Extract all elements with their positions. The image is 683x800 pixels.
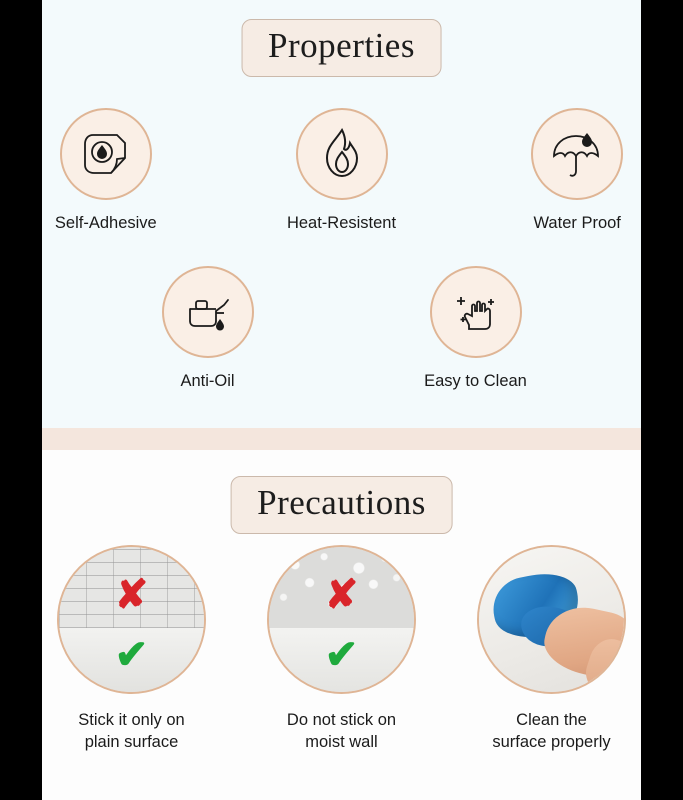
precaution-label-line2: plain surface — [84, 733, 179, 751]
property-item-anti-oil — [133, 266, 283, 391]
cross-mark-icon: ✘ — [324, 573, 359, 617]
moist-wall-photo — [267, 545, 416, 694]
section-divider-band — [42, 428, 641, 450]
brick-wall-photo — [57, 545, 206, 694]
precaution-label-line2: surface properly — [492, 733, 611, 751]
content-sheet — [42, 0, 641, 800]
properties-heading-plaque — [241, 19, 442, 77]
precaution-label — [78, 709, 184, 753]
property-label: Easy to Clean — [424, 372, 527, 390]
property-item-heat-resistent — [278, 108, 406, 233]
property-label: Anti-Oil — [180, 372, 235, 390]
precaution-label-line2: moist wall — [305, 733, 378, 751]
precautions-heading-text: Precautions — [257, 483, 426, 522]
property-item-easy-to-clean — [401, 266, 551, 391]
precaution-label — [492, 709, 610, 753]
precautions-heading-plaque — [230, 476, 453, 534]
cross-mark-icon: ✘ — [114, 573, 149, 617]
precaution-label-line1: Do not stick on — [286, 711, 397, 729]
property-label: Self-Adhesive — [54, 214, 157, 232]
oil-can-icon — [162, 266, 254, 358]
check-mark-icon: ✔ — [324, 633, 359, 677]
property-label: Water Proof — [533, 214, 621, 232]
properties-section — [42, 0, 641, 428]
precaution-label-line1: Stick it only on — [78, 711, 185, 729]
properties-heading-text: Properties — [268, 26, 415, 65]
adhesive-peel-icon — [60, 108, 152, 200]
precaution-item-moist-wall — [264, 545, 419, 753]
cleaning-hand-icon — [430, 266, 522, 358]
precautions-row — [42, 545, 641, 753]
hand-wiping-wall-photo — [477, 545, 626, 694]
precaution-label-line1: Clean the — [516, 711, 587, 729]
property-label: Heat-Resistent — [286, 214, 397, 232]
precaution-item-plain-surface — [54, 545, 209, 753]
property-item-self-adhesive — [42, 108, 170, 233]
property-item-water-proof — [513, 108, 641, 233]
precaution-label — [287, 709, 396, 753]
flame-icon — [296, 108, 388, 200]
umbrella-water-drop-icon — [531, 108, 623, 200]
check-mark-icon: ✔ — [114, 633, 149, 677]
properties-row-2 — [42, 266, 641, 391]
precaution-item-clean-surface — [474, 545, 629, 753]
properties-row-1 — [42, 108, 641, 233]
